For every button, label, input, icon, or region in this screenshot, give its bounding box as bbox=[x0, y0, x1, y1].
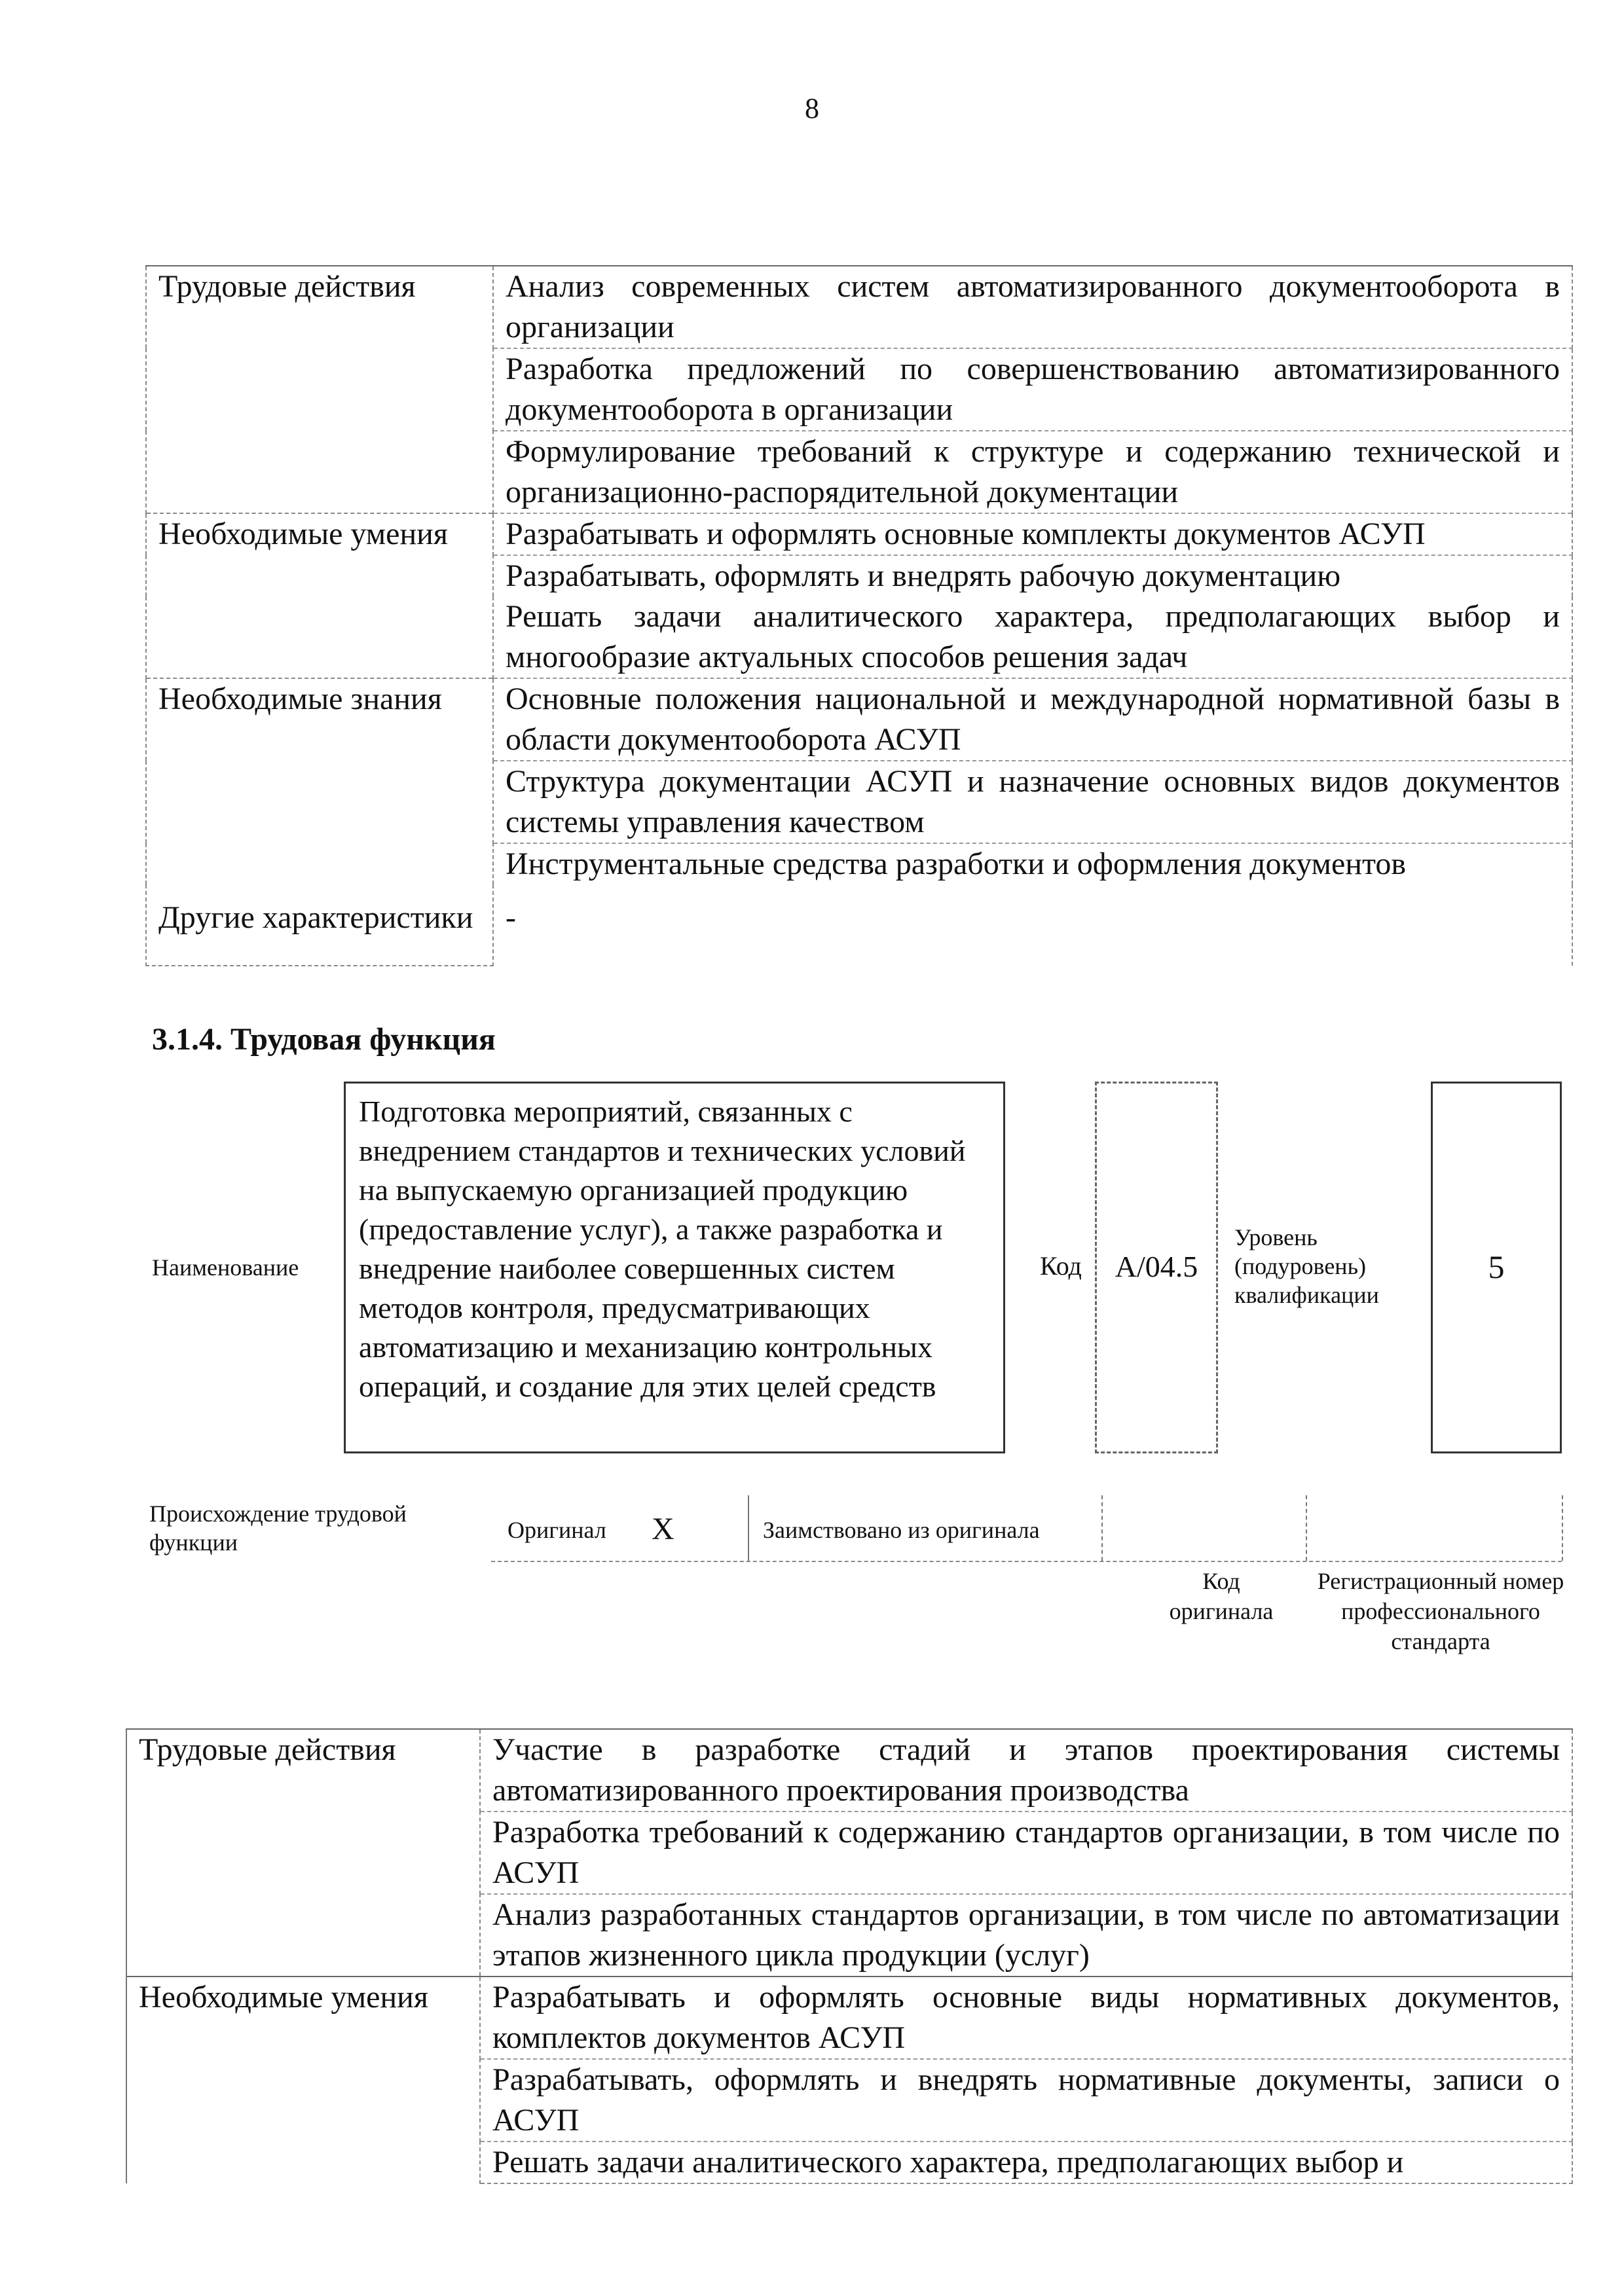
divider bbox=[748, 1495, 749, 1561]
work-function-details-table bbox=[145, 265, 1573, 966]
row-value: Анализ современных систем автоматизированного документооборота в организации bbox=[493, 266, 1572, 348]
row-value: - bbox=[493, 884, 1572, 966]
code-label: Код bbox=[1040, 1251, 1082, 1281]
qualification-level: 5 bbox=[1488, 1248, 1505, 1285]
table-row bbox=[126, 1977, 1572, 2059]
row-value: Решать задачи аналитического характера, предполагающих выбор и многообразие актуальных способов решения задач bbox=[493, 596, 1572, 678]
row-value: Разработка требований к содержанию стандартов организации, в том числе по АСУП bbox=[480, 1812, 1572, 1894]
row-value: Разрабатывать, оформлять и внедрять нормативные документы, записи о АСУП bbox=[480, 2059, 1572, 2141]
row-value: Основные положения национальной и международной нормативной базы в области документооборота АСУП bbox=[493, 678, 1572, 761]
function-name: Подготовка мероприятий, связанных с внедрением стандартов и технических условий на выпускаемую организацией продукцию (предоставление услуг), а также разработка и внедрение наиболее совершенных систем методов контроля, предусматривающих автоматизацию и механизацию контрольных операций, и создание для этих целей средств bbox=[359, 1095, 966, 1403]
section-title: 3.1.4. Трудовая функция bbox=[152, 1022, 496, 1057]
table-row bbox=[146, 678, 1572, 761]
row-label: Необходимые умения bbox=[126, 1977, 480, 2183]
row-label: Необходимые умения bbox=[146, 513, 493, 678]
work-function-details-table-2 bbox=[126, 1728, 1573, 2184]
row-label: Другие характеристики bbox=[146, 884, 493, 966]
name-label: Наименование bbox=[152, 1254, 299, 1281]
row-value: Анализ разработанных стандартов организации, в том числе по автоматизации этапов жизненного цикла продукции (услуг) bbox=[480, 1894, 1572, 1977]
divider bbox=[1101, 1495, 1103, 1561]
row-value: Решать задачи аналитического характера, предполагающих выбор и bbox=[480, 2141, 1572, 2183]
original-mark: X bbox=[652, 1512, 674, 1546]
row-value: Инструментальные средства разработки и оформления документов bbox=[493, 843, 1572, 884]
divider bbox=[1306, 1495, 1307, 1561]
origin-label: Происхождение трудовой функции bbox=[149, 1501, 407, 1556]
row-label: Трудовые действия bbox=[146, 266, 493, 513]
row-label: Необходимые знания bbox=[146, 678, 493, 884]
table-row bbox=[146, 513, 1572, 555]
row-value: Структура документации АСУП и назначение основных видов документов системы управления качеством bbox=[493, 761, 1572, 843]
borrowed-label: Заимствовано из оригинала bbox=[763, 1517, 1040, 1543]
row-value: Разрабатывать и оформлять основные виды нормативных документов, комплектов документов АСУП bbox=[480, 1977, 1572, 2059]
row-label: Трудовые действия bbox=[126, 1729, 480, 1977]
row-value: Разрабатывать, оформлять и внедрять рабочую документацию bbox=[493, 555, 1572, 596]
original-label: Оригинал bbox=[507, 1517, 606, 1543]
divider bbox=[491, 1561, 1562, 1562]
level-label: Уровень (подуровень) квалификации bbox=[1234, 1224, 1379, 1308]
code-caption: Код оригинала bbox=[1169, 1568, 1274, 1624]
page-number: 8 bbox=[805, 92, 819, 124]
table-row bbox=[146, 884, 1572, 966]
row-value: Разработка предложений по совершенствованию автоматизированного документооборота в организации bbox=[493, 348, 1572, 431]
regnum-caption: Регистрационный номер профессионального стандарта bbox=[1317, 1568, 1564, 1654]
row-value: Формулирование требований к структуре и содержанию технической и организационно-распорядительной документации bbox=[493, 431, 1572, 513]
row-value: Разрабатывать и оформлять основные комплекты документов АСУП bbox=[493, 513, 1572, 555]
table-row bbox=[126, 1729, 1572, 1812]
row-value: Участие в разработке стадий и этапов проектирования системы автоматизированного проектирования производства bbox=[480, 1729, 1572, 1812]
divider bbox=[1562, 1495, 1563, 1561]
table-row bbox=[146, 266, 1572, 348]
function-code: A/04.5 bbox=[1115, 1250, 1198, 1283]
